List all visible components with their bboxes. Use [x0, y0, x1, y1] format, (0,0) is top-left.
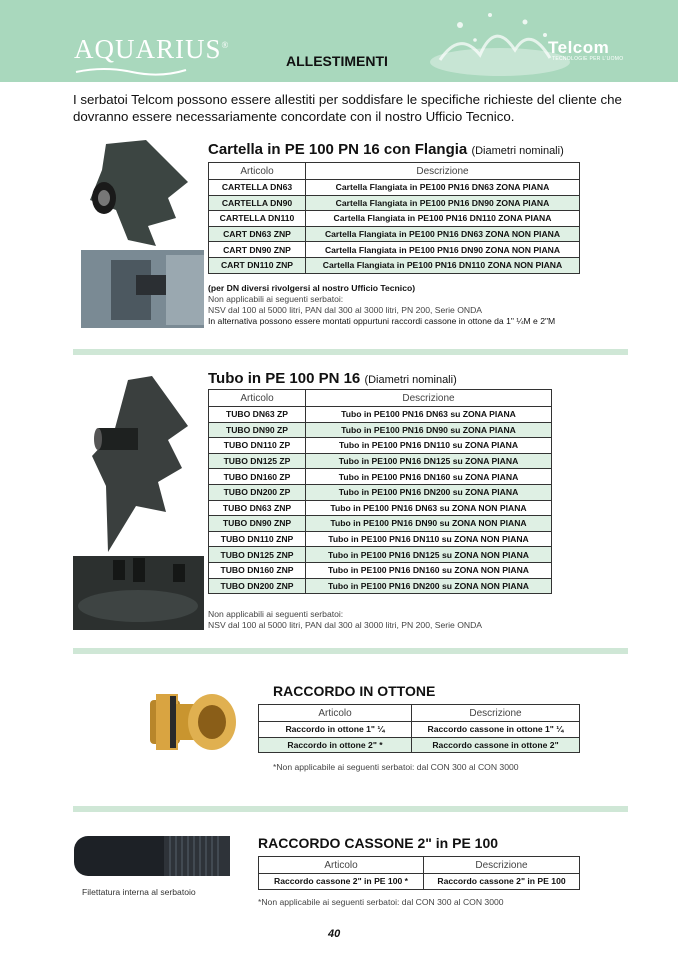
- col-descrizione: Descrizione: [412, 705, 580, 722]
- cell-descrizione: Cartella Flangiata in PE100 PN16 DN63 ZONA PIANA: [306, 180, 580, 196]
- col-articolo: Articolo: [259, 705, 412, 722]
- cell-articolo: TUBO DN160 ZP: [209, 469, 306, 485]
- col-articolo: Articolo: [259, 857, 424, 874]
- section-divider: [73, 349, 628, 355]
- cartella-table: [208, 162, 580, 274]
- tubo-photo: [88, 376, 188, 554]
- cell-articolo: CARTELLA DN110: [209, 211, 306, 227]
- cell-descrizione: Raccordo cassone 2" in PE 100: [424, 874, 580, 890]
- telcom-tagline: TECNOLOGIE PER L'UOMO: [552, 56, 624, 62]
- section-divider: [73, 648, 628, 654]
- cell-descrizione: Tubo in PE100 PN16 DN125 su ZONA PIANA: [306, 453, 552, 469]
- ottone-title: RACCORDO IN OTTONE: [273, 683, 436, 699]
- cell-descrizione: Tubo in PE100 PN16 DN90 su ZONA NON PIANA: [306, 516, 552, 532]
- cell-descrizione: Cartella Flangiata in PE100 PN16 DN63 ZONA NON PIANA: [306, 226, 580, 242]
- table-row: [209, 407, 552, 423]
- cassone-note: *Non applicabile ai seguenti serbatoi: dal CON 300 al CON 3000: [258, 897, 504, 907]
- cell-articolo: TUBO DN110 ZNP: [209, 531, 306, 547]
- cartella-installed-photo: [81, 250, 204, 328]
- cell-articolo: Raccordo in ottone 1" ¼: [259, 722, 412, 738]
- col-articolo: Articolo: [209, 390, 306, 407]
- aquarius-logo: AQUARIUS®: [74, 34, 230, 64]
- table-row: [209, 211, 580, 227]
- cell-articolo: TUBO DN125 ZP: [209, 453, 306, 469]
- table-row: [259, 737, 580, 753]
- table-row: [209, 500, 552, 516]
- note-non-applicabili: Non applicabili ai seguenti serbatoi:: [208, 609, 344, 619]
- cassone-table: [258, 856, 580, 890]
- table-row: [209, 531, 552, 547]
- cell-descrizione: Tubo in PE100 PN16 DN63 su ZONA PIANA: [306, 407, 552, 423]
- table-row: [209, 180, 580, 196]
- table-row: [209, 226, 580, 242]
- cell-descrizione: Cartella Flangiata in PE100 PN16 DN90 ZONA PIANA: [306, 195, 580, 211]
- cell-descrizione: Cartella Flangiata in PE100 PN16 DN110 ZONA NON PIANA: [306, 257, 580, 273]
- ottone-table: [258, 704, 580, 753]
- table-row: [209, 195, 580, 211]
- table-row: [209, 562, 552, 578]
- col-articolo: Articolo: [209, 163, 306, 180]
- cell-descrizione: Tubo in PE100 PN16 DN125 su ZONA NON PIANA: [306, 547, 552, 563]
- cell-descrizione: Raccordo cassone in ottone 1" ¼: [412, 722, 580, 738]
- cell-descrizione: Raccordo cassone in ottone 2": [412, 737, 580, 753]
- tubo-table: [208, 389, 552, 594]
- cell-descrizione: Tubo in PE100 PN16 DN63 su ZONA NON PIANA: [306, 500, 552, 516]
- cassone-title: RACCORDO CASSONE 2" in PE 100: [258, 835, 499, 851]
- col-descrizione: Descrizione: [306, 163, 580, 180]
- cell-articolo: CART DN110 ZNP: [209, 257, 306, 273]
- table-row: [209, 578, 552, 594]
- cell-descrizione: Tubo in PE100 PN16 DN110 su ZONA NON PIANA: [306, 531, 552, 547]
- cell-descrizione: Tubo in PE100 PN16 DN200 su ZONA NON PIANA: [306, 578, 552, 594]
- tubo-title: Tubo in PE 100 PN 16 (Diametri nominali): [208, 370, 457, 387]
- cell-descrizione: Tubo in PE100 PN16 DN200 su ZONA PIANA: [306, 484, 552, 500]
- note-non-applicabili: Non applicabili ai seguenti serbatoi:: [208, 294, 344, 304]
- logo-swoosh: [74, 66, 189, 76]
- cell-articolo: CART DN90 ZNP: [209, 242, 306, 258]
- note-tecnico: (per DN diversi rivolgersi al nostro Ufficio Tecnico): [208, 283, 416, 293]
- table-row: [209, 257, 580, 273]
- note-serbatoi: NSV dal 100 al 5000 litri, PAN dal 300 al 3000 litri, PN 200, Serie ONDA: [208, 620, 483, 630]
- cell-descrizione: Tubo in PE100 PN16 DN110 su ZONA PIANA: [306, 438, 552, 454]
- telcom-logo: Telcom: [548, 38, 610, 57]
- cell-articolo: TUBO DN200 ZP: [209, 484, 306, 500]
- col-descrizione: Descrizione: [306, 390, 552, 407]
- note-serbatoi: NSV dal 100 al 5000 litri, PAN dal 300 al 3000 litri, PN 200, Serie ONDA: [208, 305, 483, 315]
- table-row: [209, 547, 552, 563]
- cartella-flange-photo: [86, 140, 192, 248]
- brass-fitting-photo: [146, 686, 240, 756]
- page-header: [0, 0, 678, 82]
- cell-articolo: CART DN63 ZNP: [209, 226, 306, 242]
- tubo-tank-photo: [73, 556, 204, 630]
- cell-articolo: TUBO DN90 ZP: [209, 422, 306, 438]
- pe-fitting-photo: [74, 832, 230, 880]
- cartella-notes: [208, 283, 628, 327]
- col-descrizione: Descrizione: [424, 857, 580, 874]
- cell-articolo: CARTELLA DN63: [209, 180, 306, 196]
- cell-articolo: TUBO DN63 ZP: [209, 407, 306, 423]
- cell-articolo: TUBO DN160 ZNP: [209, 562, 306, 578]
- table-row: [259, 874, 580, 890]
- table-row: [209, 516, 552, 532]
- table-row: [209, 453, 552, 469]
- cell-descrizione: Tubo in PE100 PN16 DN160 su ZONA PIANA: [306, 469, 552, 485]
- cell-descrizione: Cartella Flangiata in PE100 PN16 DN90 ZONA NON PIANA: [306, 242, 580, 258]
- pe-fitting-caption: Filettatura interna al serbatoio: [82, 887, 196, 897]
- cell-articolo: Raccordo cassone 2" in PE 100 *: [259, 874, 424, 890]
- cell-articolo: TUBO DN200 ZNP: [209, 578, 306, 594]
- table-row: [209, 422, 552, 438]
- cell-articolo: TUBO DN110 ZP: [209, 438, 306, 454]
- cell-descrizione: Cartella Flangiata in PE100 PN16 DN110 ZONA PIANA: [306, 211, 580, 227]
- tubo-notes: [208, 609, 628, 631]
- cell-articolo: Raccordo in ottone 2" *: [259, 737, 412, 753]
- table-row: [259, 722, 580, 738]
- intro-text: I serbatoi Telcom possono essere allestiti per soddisfare le specifiche richieste del cliente che dovranno essere necessariamente concordate con il nostro Ufficio Tecnico.: [73, 92, 622, 124]
- cell-articolo: TUBO DN90 ZNP: [209, 516, 306, 532]
- cell-articolo: TUBO DN125 ZNP: [209, 547, 306, 563]
- page-number: 40: [328, 928, 341, 940]
- ottone-note: *Non applicabile ai seguenti serbatoi: dal CON 300 al CON 3000: [273, 762, 519, 772]
- table-row: [209, 469, 552, 485]
- page-title: ALLESTIMENTI: [286, 53, 388, 69]
- note-alternativa: In alternativa possono essere montati oppurtuni raccordi cassone in ottone da 1" ¼M e 2"M: [208, 316, 556, 326]
- table-row: [209, 438, 552, 454]
- table-row: [209, 484, 552, 500]
- cell-articolo: TUBO DN63 ZNP: [209, 500, 306, 516]
- cell-descrizione: Tubo in PE100 PN16 DN90 su ZONA PIANA: [306, 422, 552, 438]
- cell-descrizione: Tubo in PE100 PN16 DN160 su ZONA NON PIANA: [306, 562, 552, 578]
- table-row: [209, 242, 580, 258]
- cartella-title: Cartella in PE 100 PN 16 con Flangia (Diametri nominali): [208, 141, 564, 158]
- cell-articolo: CARTELLA DN90: [209, 195, 306, 211]
- section-divider: [73, 806, 628, 812]
